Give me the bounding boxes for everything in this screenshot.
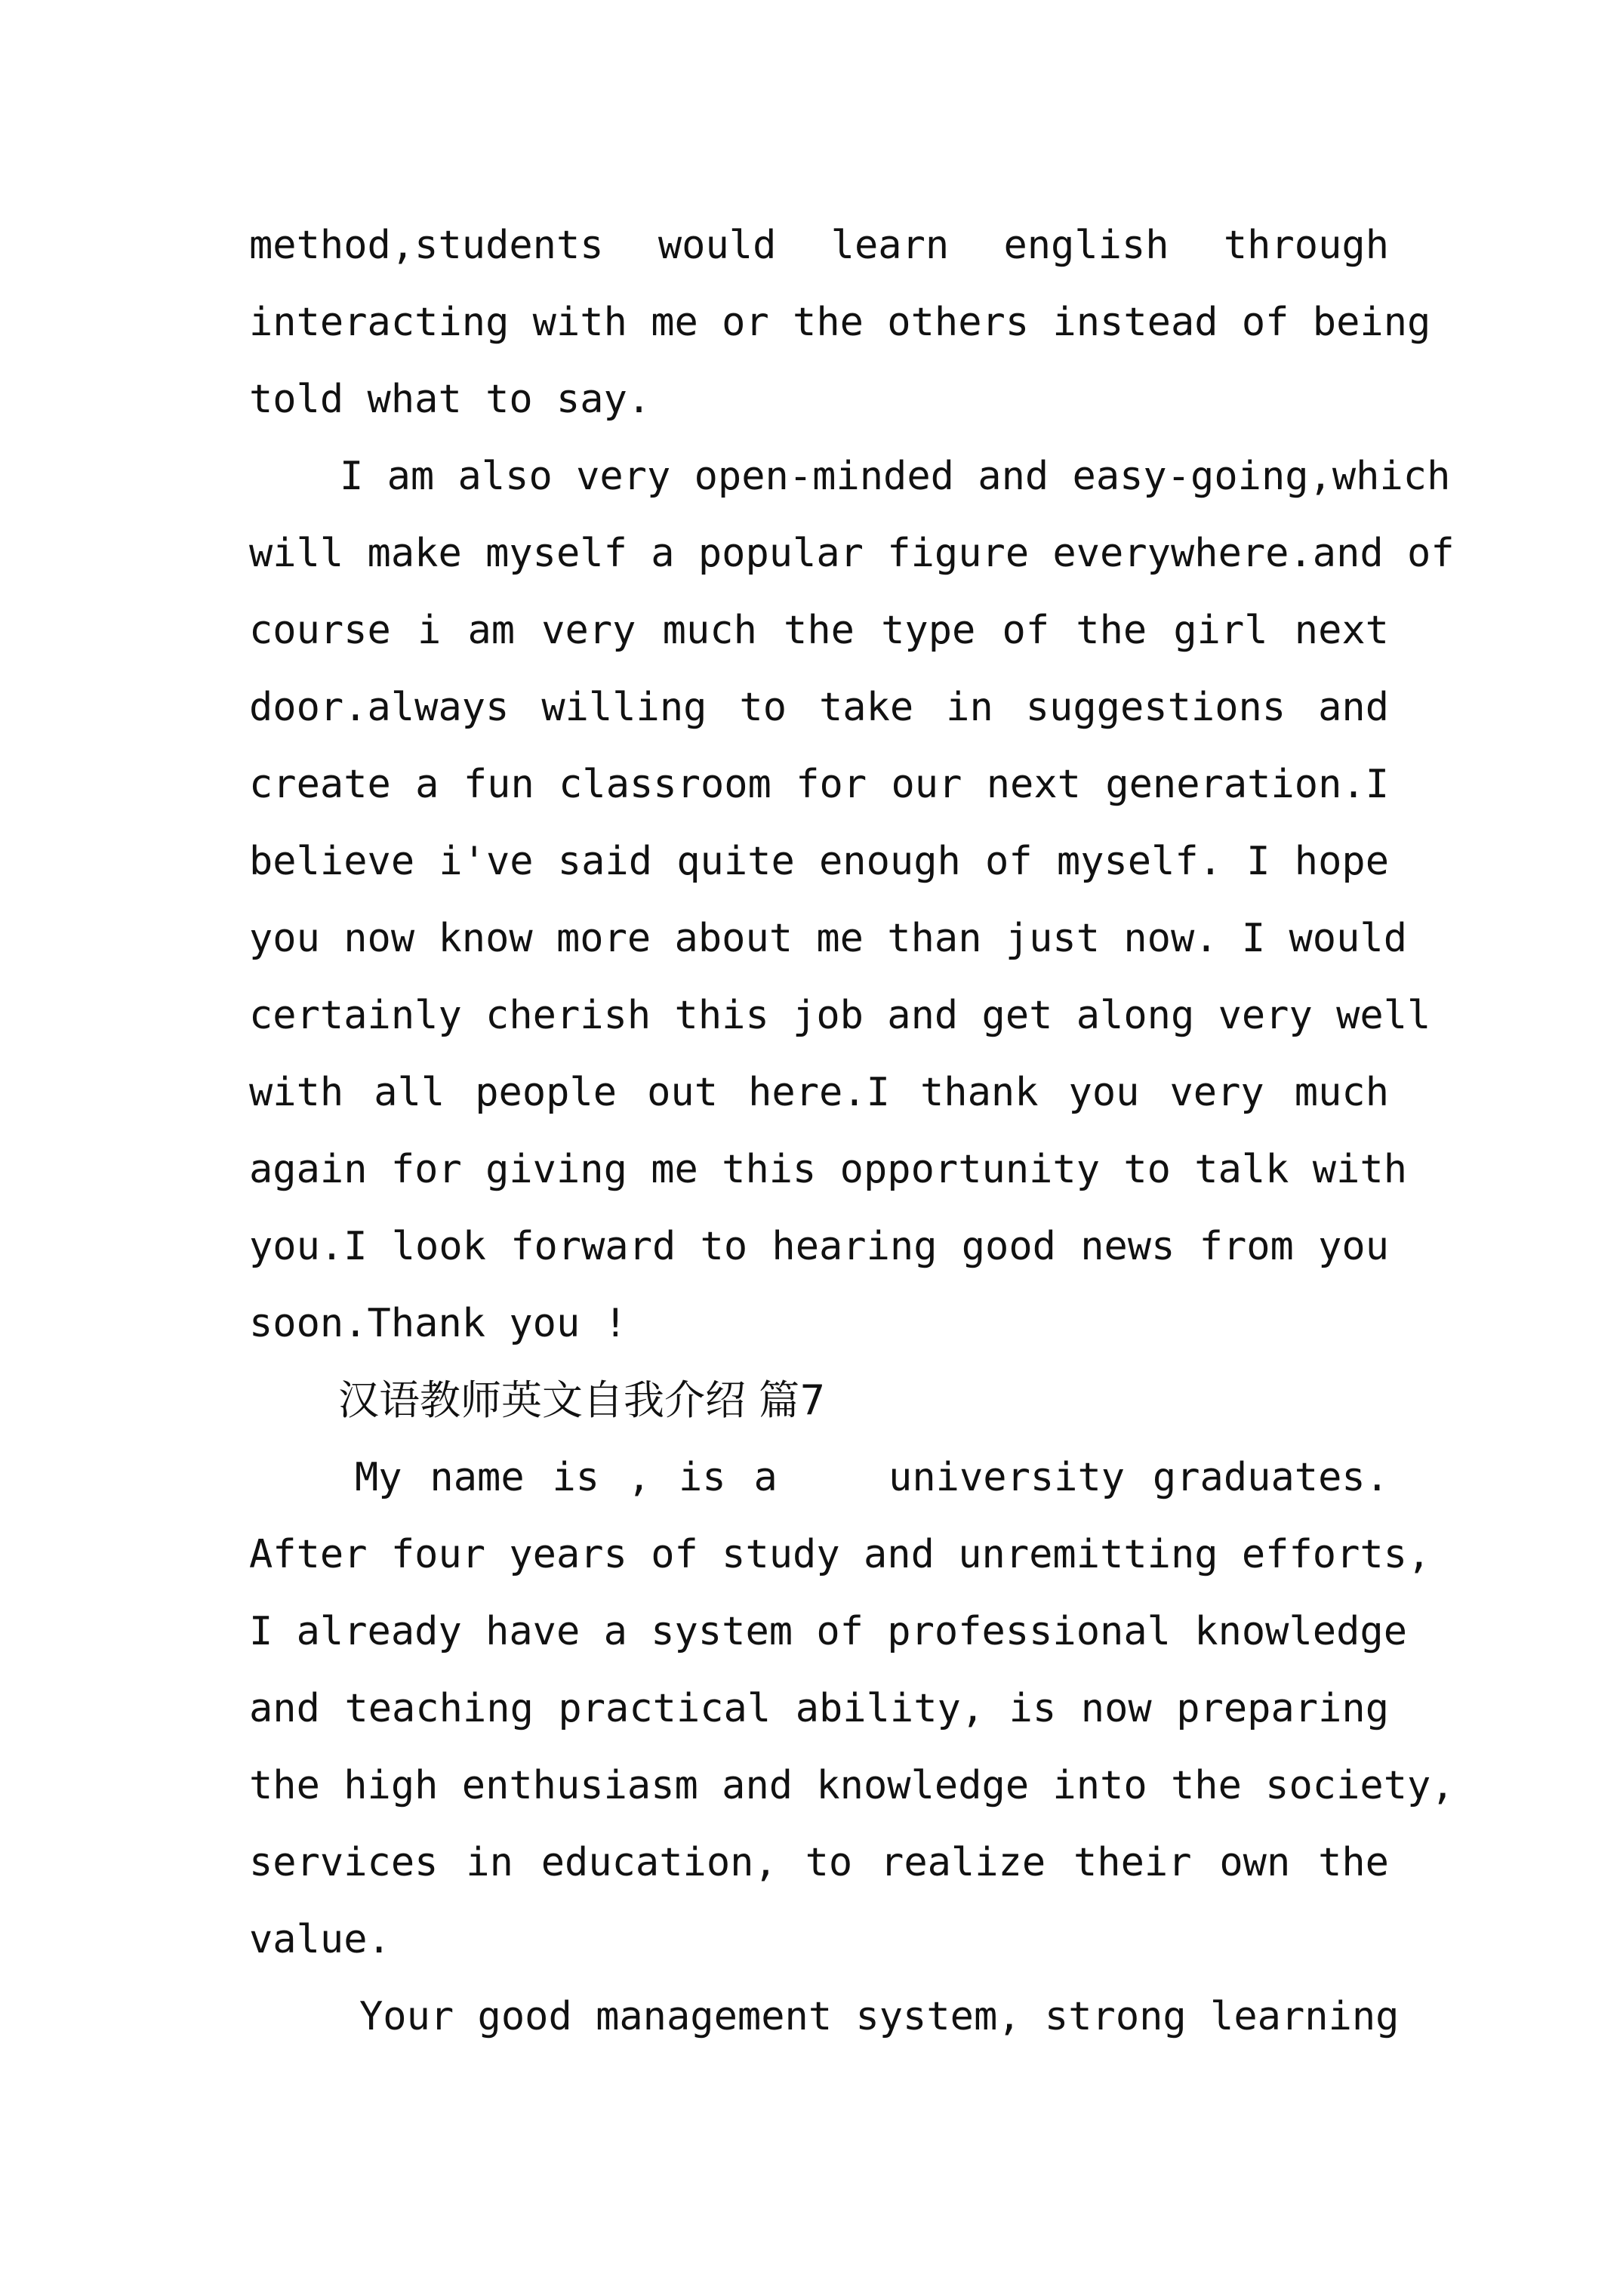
text-line: with all people out here.I thank you very much: [249, 1070, 1389, 1115]
text-line: the high enthusiasm and knowledge into the society,: [249, 1763, 1455, 1808]
text-line: you.I look forward to hearing good news from you: [249, 1224, 1389, 1269]
text-line: door.always willing to take in suggestions and: [249, 685, 1389, 730]
text-line: believe i've said quite enough of myself. I hope: [249, 839, 1389, 884]
text-line: soon.Thank you !: [249, 1301, 627, 1346]
text-line: create a fun classroom for our next generation.I: [249, 762, 1389, 807]
text-line: services in education, to realize their own the: [249, 1840, 1389, 1885]
text-line: method,students would learn english through: [249, 223, 1389, 268]
text-line: told what to say.: [249, 377, 651, 422]
text-line: interacting with me or the others instead of being: [249, 300, 1431, 345]
text-line: again for giving me this opportunity to talk with: [249, 1147, 1408, 1192]
text-line: course i am very much the type of the girl next: [249, 608, 1389, 653]
text-line: certainly cherish this job and get along very well: [249, 993, 1431, 1038]
section-heading: 汉语教师英文自我介绍 篇7: [338, 1376, 826, 1424]
text-line: will make myself a popular figure everywhere.and of: [249, 531, 1455, 576]
document-body: [249, 219, 1455, 2067]
text-line: you now know more about me than just now. I would: [249, 916, 1408, 961]
text-line: Your good management system, strong learning: [359, 1994, 1400, 2039]
text-line: After four years of study and unremitting efforts,: [249, 1532, 1431, 1577]
text-line: I already have a system of professional knowledge: [249, 1609, 1408, 1654]
text-line: and teaching practical ability, is now preparing: [249, 1686, 1389, 1731]
text-line: My name is , is a university graduates.: [355, 1455, 1389, 1500]
text-line: value.: [249, 1917, 391, 1962]
text-line: I am also very open-minded and easy-going,which: [340, 454, 1451, 499]
